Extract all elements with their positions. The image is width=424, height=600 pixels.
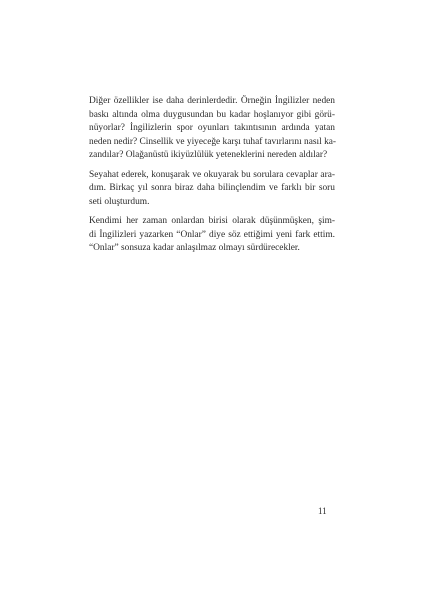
paragraph [89, 215, 335, 256]
text-line: baskı altında olma duygusundan bu kadar hoşlanıyor gibi görü- [89, 109, 335, 120]
paragraph [89, 95, 335, 163]
text-line: nüyorlar? İngilizlerin spor oyunları takıntısının ardında yatan [89, 123, 335, 133]
text-line: neden nedir? Cinsellik ve yiyeceğe karşı tuhaf tavırlarını nasıl ka- [89, 136, 337, 147]
text-line: Seyahat ederek, konuşarak ve okuyarak bu sorulara cevaplar ara- [89, 169, 335, 180]
page-number: 11 [318, 506, 327, 516]
body-text [89, 95, 335, 262]
text-line: Kendimi her zaman onlardan birisi olarak düşünmüşken, şim- [89, 216, 335, 226]
text-line: di İngilizleri yazarken “Onlar” diye söz ettiğimi yeni fark ettim. [89, 229, 335, 240]
text-line: seti oluşturdum. [89, 196, 150, 207]
text-line: Diğer özellikler ise daha derinlerdedir. Örneğin İngilizler neden [89, 96, 335, 106]
text-line: dım. Birkaç yıl sonra biraz daha bilinçlendim ve farklı bir soru [89, 183, 335, 193]
text-line: zandılar? Olağanüstü ikiyüzlülük yeteneklerini nereden aldılar? [89, 150, 328, 160]
text-line: “Onlar” sonsuza kadar anlaşılmaz olmayı sürdürecekler. [89, 243, 300, 253]
paragraph [89, 169, 335, 210]
